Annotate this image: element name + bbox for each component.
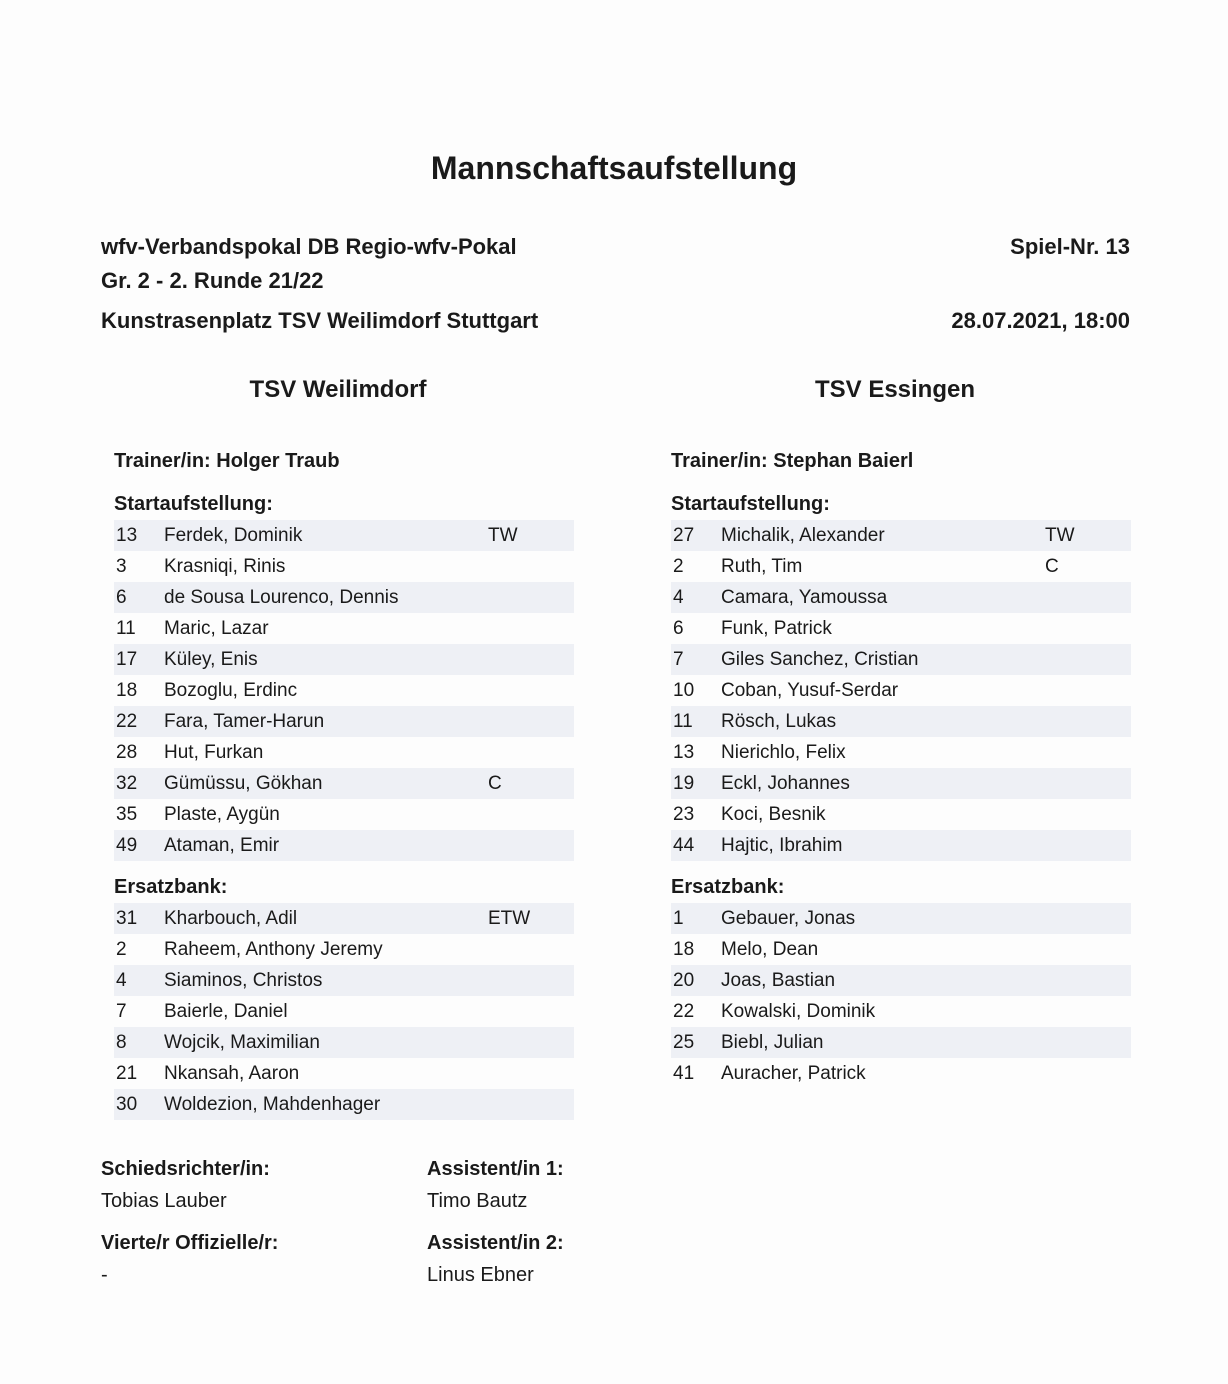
player-name: Funk, Patrick (721, 618, 832, 639)
player-name: Auracher, Patrick (721, 1063, 866, 1084)
home-start-list (114, 520, 574, 861)
player-number: 49 (116, 835, 138, 856)
player-number: 11 (673, 711, 693, 732)
player-row (114, 965, 574, 996)
player-number: 31 (116, 908, 138, 929)
home-coach: Trainer/in: Holger Traub (114, 450, 340, 472)
player-number: 13 (673, 742, 695, 763)
player-role: ETW (488, 908, 531, 929)
player-name: Melo, Dean (721, 939, 819, 960)
player-role (488, 965, 574, 996)
player-row (114, 996, 574, 1027)
player-row (671, 737, 1131, 768)
player-name: Joas, Bastian (721, 970, 836, 991)
player-name: Ataman, Emir (164, 835, 280, 856)
away-team-name: TSV Essingen (814, 376, 976, 403)
player-name: Bozoglu, Erdinc (164, 680, 298, 701)
player-row (114, 1089, 574, 1120)
player-name: Maric, Lazar (164, 618, 269, 639)
player-row (114, 799, 574, 830)
player-role (488, 996, 574, 1027)
player-number: 18 (673, 939, 695, 960)
player-role (488, 644, 574, 675)
player-role (1045, 996, 1131, 1027)
player-number: 21 (116, 1063, 138, 1084)
player-number: 6 (673, 618, 684, 639)
player-row (114, 644, 574, 675)
player-name: Biebl, Julian (721, 1032, 824, 1053)
player-number: 13 (116, 525, 138, 546)
player-role (1045, 706, 1131, 737)
player-row (671, 613, 1131, 644)
player-name: de Sousa Lourenco, Dennis (164, 587, 399, 608)
player-name: Wojcik, Maximilian (164, 1032, 320, 1053)
officials-left (101, 1153, 278, 1301)
player-number: 44 (673, 835, 695, 856)
player-number: 6 (116, 587, 127, 608)
player-name: Rösch, Lukas (721, 711, 837, 732)
home-bench-list (114, 903, 574, 1120)
player-role (488, 582, 574, 613)
home-bench-label: Ersatzbank: (114, 876, 228, 898)
player-name: Kowalski, Dominik (721, 1001, 876, 1022)
player-number: 2 (673, 556, 684, 577)
player-number: 17 (116, 649, 138, 670)
player-row (114, 903, 574, 934)
player-role (488, 1089, 574, 1120)
venue: Kunstrasenplatz TSV Weilimdorf Stuttgart (101, 308, 539, 333)
player-name: Siaminos, Christos (164, 970, 323, 991)
player-name: Eckl, Johannes (721, 773, 850, 794)
player-row (671, 830, 1131, 861)
player-row (114, 768, 574, 799)
player-role (1045, 613, 1131, 644)
player-role (1045, 737, 1131, 768)
player-number: 35 (116, 804, 138, 825)
player-name: Michalik, Alexander (721, 525, 885, 546)
player-number: 10 (673, 680, 695, 701)
player-number: 25 (673, 1032, 695, 1053)
player-role (488, 830, 574, 861)
player-role (1045, 799, 1131, 830)
player-role (1045, 1058, 1131, 1089)
player-name: Raheem, Anthony Jeremy (164, 939, 383, 960)
player-role (488, 551, 574, 582)
player-name: Baierle, Daniel (164, 1001, 288, 1022)
player-row (114, 613, 574, 644)
player-row (671, 799, 1131, 830)
player-role (1045, 675, 1131, 706)
player-role (1045, 1027, 1131, 1058)
player-role (1045, 582, 1131, 613)
away-coach: Trainer/in: Stephan Baierl (671, 450, 914, 472)
player-name: Giles Sanchez, Cristian (721, 649, 919, 670)
player-name: Fara, Tamer-Harun (164, 711, 325, 732)
referee-name: Tobias Lauber (101, 1190, 227, 1212)
player-name: Camara, Yamoussa (721, 587, 888, 608)
player-number: 19 (673, 773, 695, 794)
player-row (671, 1058, 1131, 1089)
player-number: 18 (116, 680, 138, 701)
player-row (114, 582, 574, 613)
competition-round: Gr. 2 - 2. Runde 21/22 (101, 268, 324, 293)
player-role: TW (488, 525, 518, 546)
player-row (114, 934, 574, 965)
player-name: Nierichlo, Felix (721, 742, 846, 763)
player-role (488, 1027, 574, 1058)
assistant1-name: Timo Bautz (427, 1190, 528, 1212)
player-role (1045, 903, 1131, 934)
player-name: Krasniqi, Rinis (164, 556, 286, 577)
player-role (1045, 644, 1131, 675)
home-team-name: TSV Weilimdorf (249, 376, 427, 403)
player-name: Ferdek, Dominik (164, 525, 303, 546)
player-role (1045, 768, 1131, 799)
player-number: 7 (116, 1001, 127, 1022)
player-row (671, 965, 1131, 996)
player-row (671, 520, 1131, 551)
assistant2-name: Linus Ebner (427, 1264, 534, 1286)
player-name: Küley, Enis (164, 649, 258, 670)
player-role (488, 799, 574, 830)
player-role: C (488, 773, 502, 794)
page-title: Mannschaftsaufstellung (430, 150, 798, 186)
player-row (671, 903, 1131, 934)
player-name: Koci, Besnik (721, 804, 826, 825)
player-row (114, 551, 574, 582)
player-name: Hajtic, Ibrahim (721, 835, 843, 856)
away-start-list (671, 520, 1131, 861)
player-number: 22 (116, 711, 138, 732)
player-number: 27 (673, 525, 695, 546)
player-role (488, 1058, 574, 1089)
player-name: Gümüssu, Gökhan (164, 773, 323, 794)
player-role (488, 737, 574, 768)
player-number: 3 (116, 556, 127, 577)
player-row (671, 644, 1131, 675)
player-row (114, 520, 574, 551)
player-row (671, 551, 1131, 582)
player-role (488, 706, 574, 737)
player-row (114, 830, 574, 861)
player-name: Hut, Furkan (164, 742, 264, 763)
player-number: 2 (116, 939, 127, 960)
player-row (671, 934, 1131, 965)
player-role (1045, 830, 1131, 861)
match-datetime: 28.07.2021, 18:00 (951, 308, 1130, 333)
officials-right (427, 1153, 564, 1301)
assistant2-label: Assistent/in 2: (427, 1232, 564, 1254)
player-name: Woldezion, Mahdenhager (164, 1094, 381, 1115)
player-number: 30 (116, 1094, 138, 1115)
player-role (1045, 965, 1131, 996)
referee-label: Schiedsrichter/in: (101, 1158, 270, 1180)
player-row (671, 1027, 1131, 1058)
player-role (488, 934, 574, 965)
player-row (671, 996, 1131, 1027)
player-name: Plaste, Aygün (164, 804, 280, 825)
player-number: 4 (116, 970, 127, 991)
player-name: Coban, Yusuf-Serdar (721, 680, 899, 701)
player-number: 1 (673, 908, 684, 929)
player-row (671, 582, 1131, 613)
player-name: Kharbouch, Adil (164, 908, 298, 929)
player-row (114, 706, 574, 737)
match-number: Spiel-Nr. 13 (1010, 234, 1130, 259)
home-start-label: Startaufstellung: (114, 493, 273, 515)
player-row (671, 675, 1131, 706)
player-row (671, 706, 1131, 737)
player-role (1045, 934, 1131, 965)
player-number: 20 (673, 970, 695, 991)
assistant1-label: Assistent/in 1: (427, 1158, 564, 1180)
player-role: TW (1045, 525, 1075, 546)
away-bench-list (671, 903, 1131, 1089)
player-row (114, 675, 574, 706)
away-bench-label: Ersatzbank: (671, 876, 785, 898)
player-number: 22 (673, 1001, 695, 1022)
player-row (114, 1027, 574, 1058)
player-name: Nkansah, Aaron (164, 1063, 300, 1084)
player-row (671, 768, 1131, 799)
away-lineup (671, 444, 1131, 1089)
fourth-official-label: Vierte/r Offizielle/r: (101, 1232, 279, 1254)
player-row (114, 737, 574, 768)
away-start-label: Startaufstellung: (671, 493, 830, 515)
player-row (114, 1058, 574, 1089)
player-number: 8 (116, 1032, 127, 1053)
player-role (488, 675, 574, 706)
competition-name: wfv-Verbandspokal DB Regio-wfv-Pokal (101, 234, 517, 259)
player-number: 23 (673, 804, 695, 825)
home-lineup (114, 444, 574, 1120)
player-role (488, 613, 574, 644)
player-number: 28 (116, 742, 138, 763)
player-role: C (1045, 556, 1059, 577)
player-number: 11 (116, 618, 136, 639)
player-number: 41 (673, 1063, 695, 1084)
player-number: 7 (673, 649, 684, 670)
fourth-official-name: - (101, 1264, 108, 1286)
player-number: 32 (116, 773, 138, 794)
player-name: Gebauer, Jonas (721, 908, 856, 929)
player-number: 4 (673, 587, 684, 608)
player-name: Ruth, Tim (721, 556, 803, 577)
